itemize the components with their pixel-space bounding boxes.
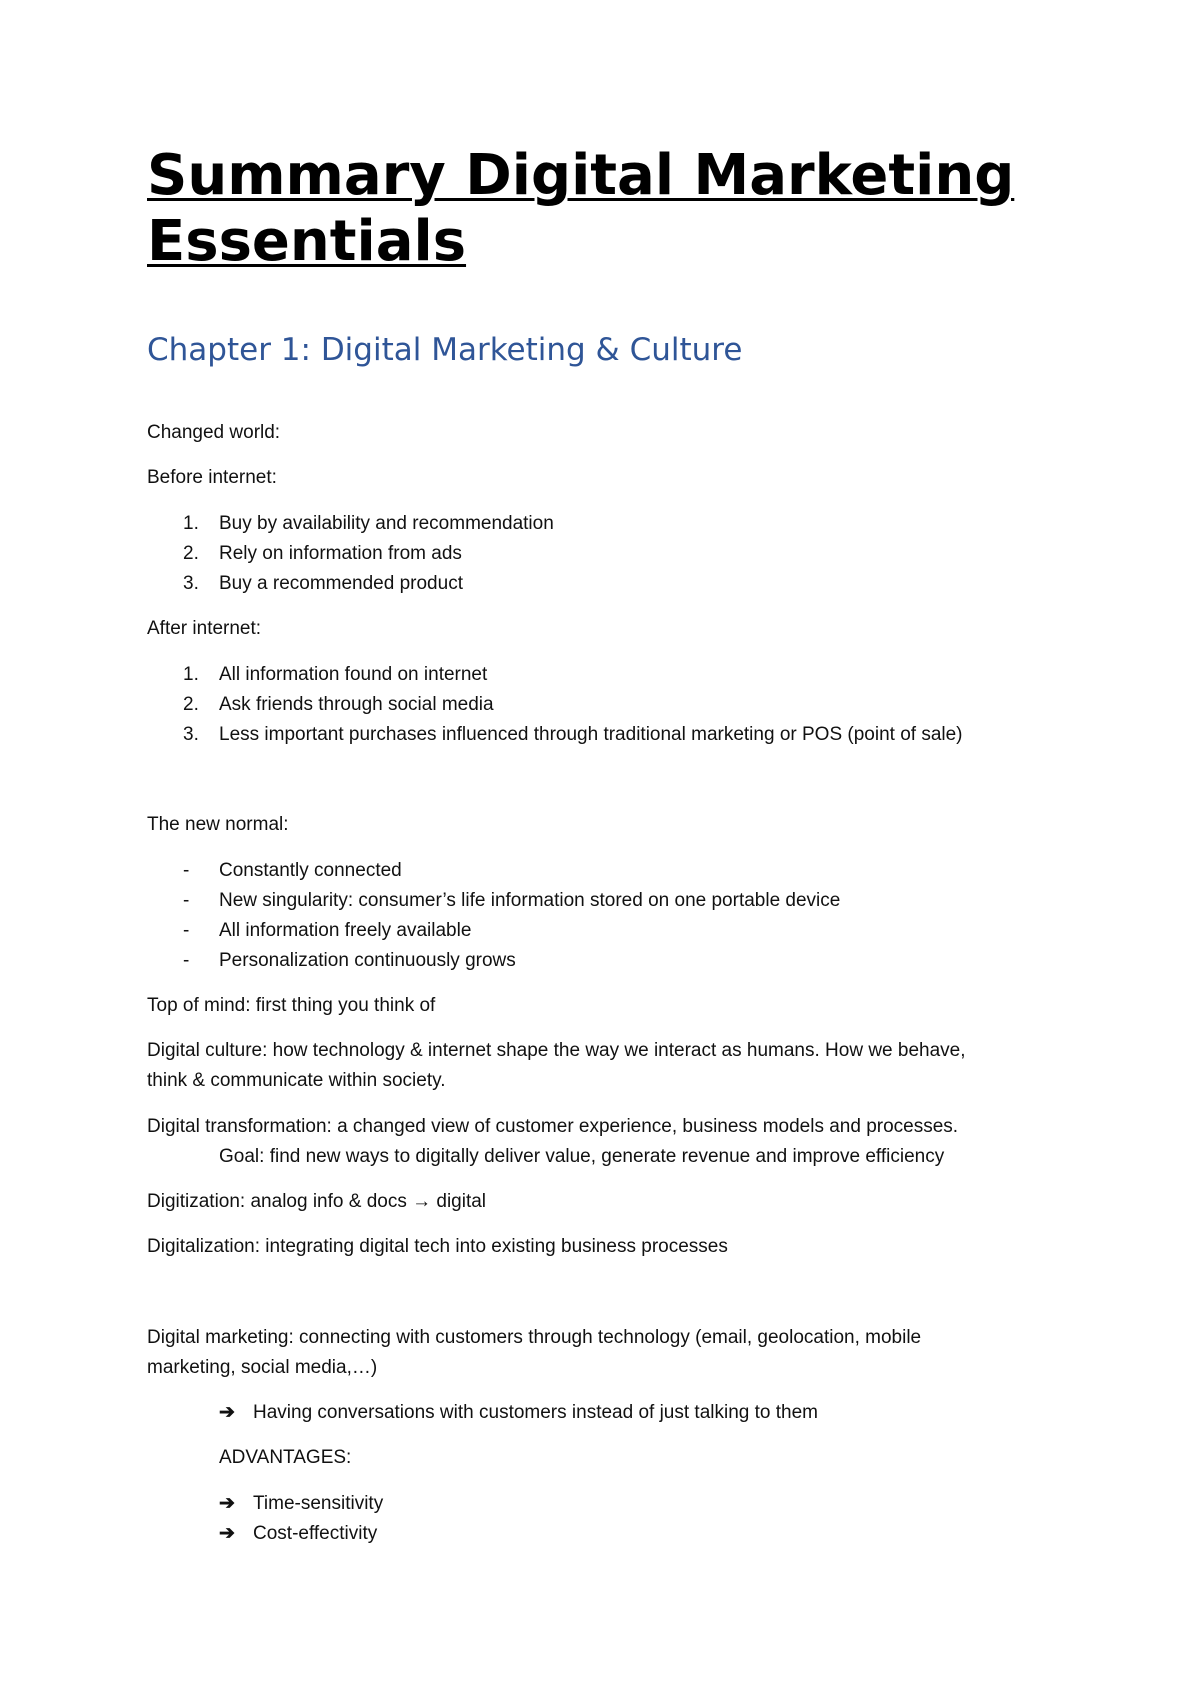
digital-transformation-definition: Digital transformation: a changed view of customer experience, business models and processes. xyxy=(147,1116,959,1137)
list-number: 1. xyxy=(183,664,199,685)
bullet-text: New singularity: consumer’s life information stored on one portable device xyxy=(219,890,841,911)
bullet-item xyxy=(183,916,471,946)
right-arrow-icon: ➔ xyxy=(219,1523,235,1544)
list-item xyxy=(183,539,462,569)
arrow-text: Time-sensitivity xyxy=(253,1493,384,1514)
bullet-item xyxy=(183,946,516,976)
goal-line: Goal: find new ways to digitally deliver value, generate revenue and improve efficiency xyxy=(219,1146,945,1167)
list-number: 3. xyxy=(183,573,199,594)
bullet-dash: - xyxy=(183,950,190,971)
list-text: Rely on information from ads xyxy=(219,543,462,564)
arrow-item xyxy=(219,1398,818,1428)
arrow-text: Cost-effectivity xyxy=(253,1523,378,1544)
list-number: 2. xyxy=(183,694,199,715)
arrow-item xyxy=(219,1489,383,1519)
chapter-heading: Chapter 1: Digital Marketing & Culture xyxy=(147,332,743,368)
right-arrow-icon: ➔ xyxy=(219,1493,235,1514)
bullet-dash: - xyxy=(183,860,190,881)
list-text: Ask friends through social media xyxy=(219,694,494,715)
document-title: Summary Digital Marketing Essentials xyxy=(147,143,1015,274)
list-item xyxy=(183,690,494,720)
bullet-text: Personalization continuously grows xyxy=(219,950,516,971)
list-text: Buy by availability and recommendation xyxy=(219,513,554,534)
bullet-item xyxy=(183,886,840,916)
list-item xyxy=(183,509,554,539)
digital-marketing-line-1: Digital marketing: connecting with customers through technology (email, geolocation, mobile xyxy=(147,1327,922,1348)
digitalization-definition: Digitalization: integrating digital tech into existing business processes xyxy=(147,1236,728,1257)
before-internet-label: Before internet: xyxy=(147,467,277,488)
list-text: Less important purchases influenced through traditional marketing or POS (point of sale) xyxy=(219,724,963,745)
changed-world-label: Changed world: xyxy=(147,422,281,443)
bullet-item xyxy=(183,856,402,886)
list-number: 2. xyxy=(183,543,199,564)
advantages-label: ADVANTAGES: xyxy=(219,1447,352,1468)
new-normal-label: The new normal: xyxy=(147,814,289,835)
list-text: All information found on internet xyxy=(219,664,488,685)
list-text: Buy a recommended product xyxy=(219,573,463,594)
list-number: 1. xyxy=(183,513,199,534)
digitization-definition: Digitization: analog info & docs → digital xyxy=(147,1191,487,1212)
digital-culture-line-2: think & communicate within society. xyxy=(147,1070,446,1091)
list-item xyxy=(183,660,487,690)
arrow-item xyxy=(219,1519,377,1549)
list-item xyxy=(183,720,963,750)
right-arrow-icon: ➔ xyxy=(219,1402,235,1423)
bullet-dash: - xyxy=(183,890,190,911)
digital-culture-line-1: Digital culture: how technology & internet shape the way we interact as humans. How we behave, xyxy=(147,1040,966,1061)
top-of-mind-definition: Top of mind: first thing you think of xyxy=(147,995,436,1016)
bullet-dash: - xyxy=(183,920,190,941)
arrow-text: Having conversations with customers instead of just talking to them xyxy=(253,1402,818,1423)
list-item xyxy=(183,569,463,599)
bullet-text: All information freely available xyxy=(219,920,472,941)
digital-marketing-line-2: marketing, social media,…) xyxy=(147,1357,378,1378)
bullet-text: Constantly connected xyxy=(219,860,402,881)
list-number: 3. xyxy=(183,724,199,745)
after-internet-label: After internet: xyxy=(147,618,262,639)
